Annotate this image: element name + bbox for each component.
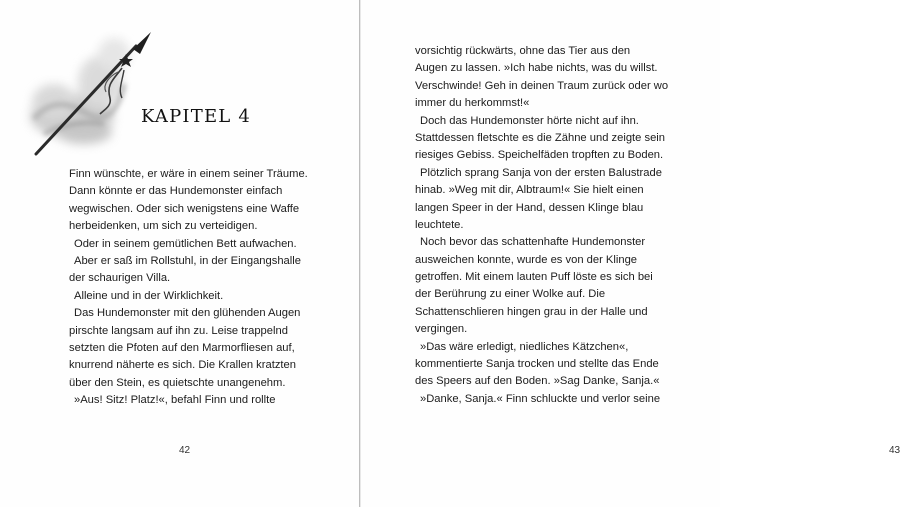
text-line: der Berührung zu einer Wolke auf. Die [415, 288, 606, 301]
text-line: Verschwinde! Geh in deinen Traum zurück oder wo [415, 79, 669, 92]
text-line: ausweichen konnte, wurde es von der Klinge [415, 253, 638, 266]
text-line: immer du herkommst!« [415, 97, 530, 110]
text-line: Aber er saß im Rollstuhl, in der Eingangshalle [74, 254, 301, 267]
text-line: Alleine und in der Wirklichkeit. [74, 289, 224, 302]
text-line: Stattdessen fletschte es die Zähne und zeigte sein [415, 131, 666, 144]
text-line: »Das wäre erledigt, niedliches Kätzchen«, [420, 340, 629, 353]
page-number: 43 [889, 445, 900, 456]
text-line: des Speers auf den Boden. »Sag Danke, Sanja.« [415, 375, 660, 388]
text-line: knurrend näherte es sich. Die Krallen kratzten [69, 359, 296, 372]
text-line: leuchtete. [415, 218, 464, 231]
left-page [0, 0, 360, 507]
left-page-body [69, 166, 309, 409]
text-line: Noch bevor das schattenhafte Hundemonster [420, 236, 646, 249]
text-line: pirschte langsam auf ihn zu. Leise trappelnd [69, 324, 288, 337]
right-page-body [415, 43, 669, 408]
text-line: hinab. »Weg mit dir, Albtraum!« Sie hielt einen [415, 184, 644, 197]
text-line: getroffen. Mit einem lauten Puff löste es sich bei [415, 271, 653, 284]
text-line: riesiges Gebiss. Speichelfäden tropften zu Boden. [415, 149, 664, 162]
text-line: setzten die Pfoten auf den Marmorfliesen auf, [69, 341, 295, 354]
text-line: über den Stein, es quietschte unangenehm. [69, 376, 286, 389]
text-line: herbeidenken, um sich zu verteidigen. [69, 220, 258, 233]
text-line: wegwischen. Oder sich wenigstens eine Waffe [69, 202, 300, 215]
text-line: Plötzlich sprang Sanja von der ersten Balustrade [420, 166, 662, 179]
text-line: Dann könnte er das Hundemonster einfach [69, 185, 283, 198]
text-line: Oder in seinem gemütlichen Bett aufwachen. [74, 237, 297, 250]
text-line: langen Speer in der Hand, dessen Klinge blau [415, 201, 644, 214]
text-line: vorsichtig rückwärts, ohne das Tier aus den [415, 45, 631, 57]
text-line: vergingen. [415, 323, 468, 336]
text-line: »Danke, Sanja.« Finn schluckte und verlor seine [420, 392, 661, 405]
text-line: »Aus! Sitz! Platz!«, befahl Finn und rollte [74, 394, 276, 407]
text-line: der schaurigen Villa. [69, 272, 171, 285]
text-line: Augen zu lassen. »Ich habe nichts, was du willst. [415, 62, 658, 75]
page-number: 42 [179, 445, 191, 456]
chapter-title: KAPITEL 4 [141, 106, 252, 127]
text-line: Das Hundemonster mit den glühenden Augen [74, 307, 301, 320]
text-line: kommentierte Sanja trocken und stellte das Ende [415, 358, 659, 371]
spear-with-smoke-icon [14, 24, 164, 164]
text-line: Finn wünschte, er wäre in einem seiner Träume. [69, 168, 308, 180]
text-line: Schattenschlieren hingen grau in der Halle und [415, 305, 648, 318]
text-line: Doch das Hundemonster hörte nicht auf ihn. [420, 114, 639, 127]
